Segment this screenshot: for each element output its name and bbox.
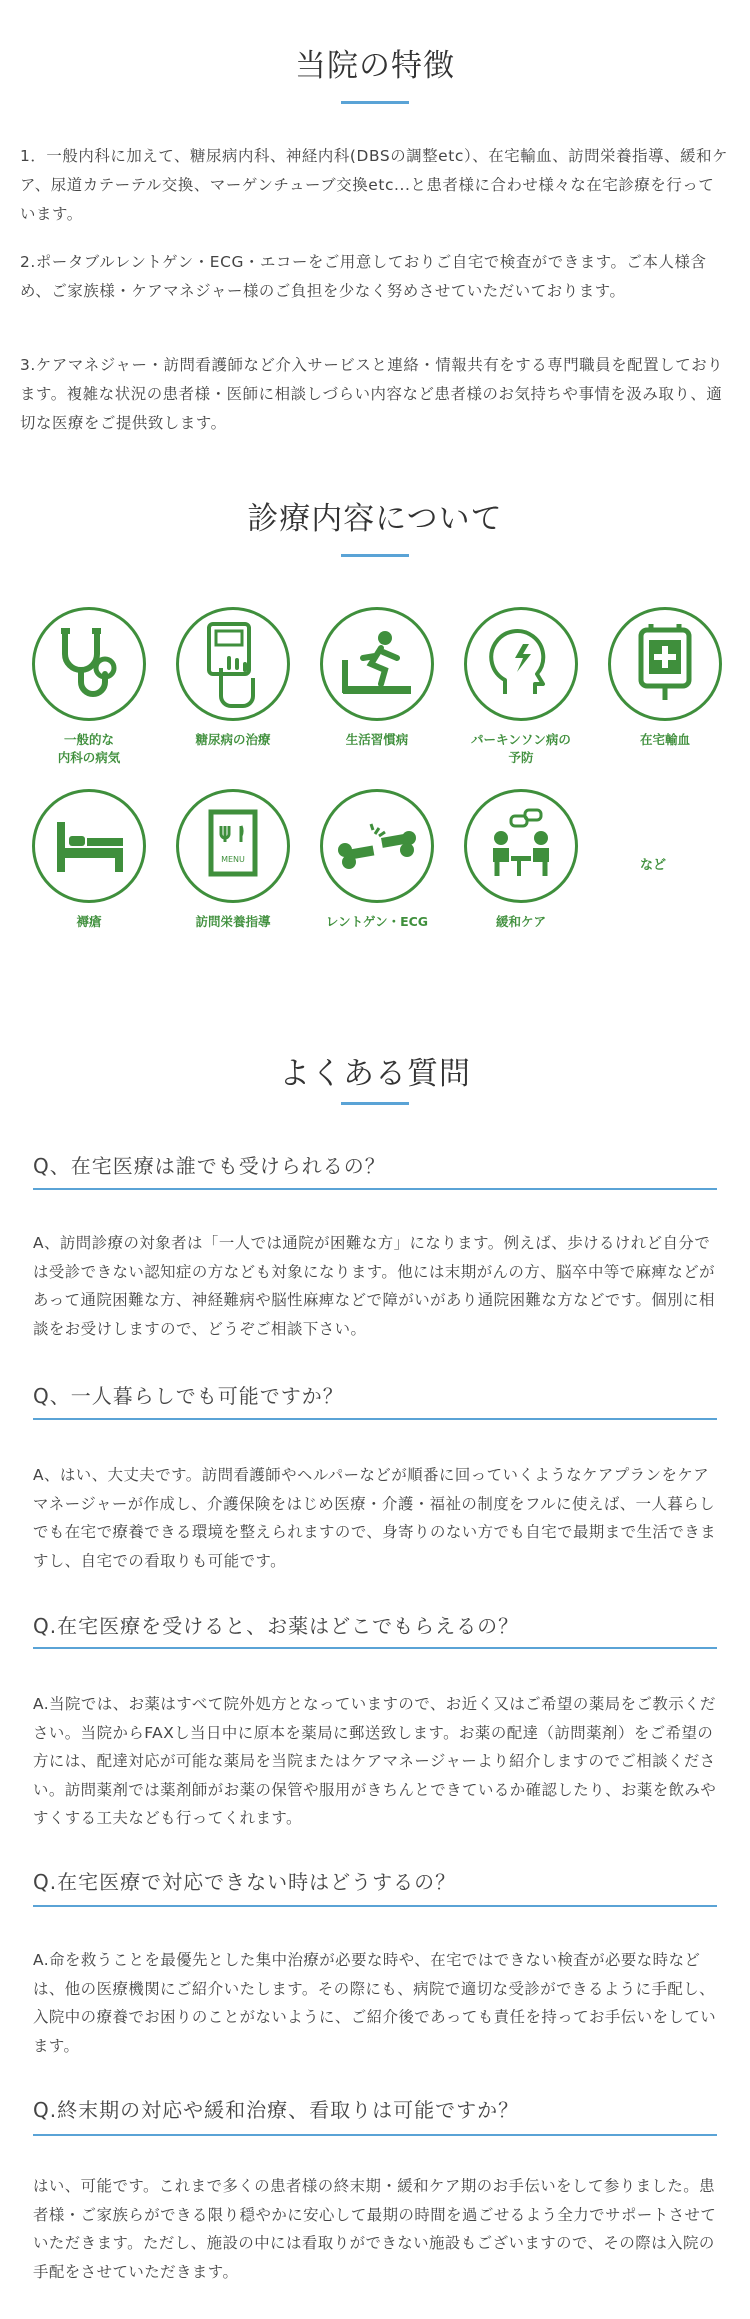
service-nutrition-guidance (173, 789, 293, 931)
features-title: 当院の特徴 (295, 48, 455, 84)
service-pressure-ulcer (29, 789, 149, 931)
stethoscope-icon (32, 607, 146, 721)
service-label: 緩和ケア (495, 914, 546, 929)
service-label: レントゲン・ECG (325, 914, 429, 929)
brain-head-icon (464, 607, 578, 721)
menu-book-icon (176, 789, 290, 903)
service-palliative-care (461, 789, 581, 931)
service-home-transfusion (605, 607, 725, 749)
service-label: 生活習慣病 (345, 732, 409, 747)
faq-answer-3: A.当院では、お薬はすべて院外処方となっていますので、お近く又はご希望の薬局をご教示ください。当院からFAXし当日中に原本を薬局に郵送致します。お薬の配達（訪問薬剤）をご希望の方には、配達対応が可能な薬局を当院またはケアマネージャーより紹介しますのでご相談ください。訪問薬剤では薬剤師がお薬の保管や服用がきちんとできているか確認したり、お薬を飲みやすくする工夫なども行ってくれます。 (33, 1695, 717, 1827)
services-title-rule (341, 554, 409, 557)
service-label: 在宅輸血 (639, 732, 690, 747)
faq-answer-1: A、訪問診療の対象者は「一人では通院が困難な方」になります。例えば、歩けるけれど自分では受診できない認知症の方なども対象になります。他には末期がんの方、脳卒中等で麻痺などがあって通院困難な方、神経難病や脳性麻痺などで障がいがあり通院困難な方などです。個別に相談をお受けしますので、どうぞご相談下さい。 (33, 1234, 716, 1338)
faq-rule-4 (33, 1905, 717, 1907)
service-diabetes (173, 607, 293, 749)
faq-title-rule (341, 1102, 409, 1105)
services-title: 診療内容について (247, 501, 503, 537)
broken-bone-icon (320, 789, 434, 903)
faq-question-1: Q、在宅医療は誰でも受けられるの？ (33, 1154, 386, 1178)
faq-title: よくある質問 (279, 1056, 471, 1092)
blood-bag-icon (608, 607, 722, 721)
faq-answer-5: はい、可能です。これまで多くの患者様の終末期・緩和ケア期のお手伝いをして参りました。患者様・ご家族らができる限り穏やかに安心して最期の時間を過ごせるよう全力でサポートさせていただきます。ただし、施設の中には看取りができない施設もございますので、その際は入院の手配をさせていただきます。 (33, 2177, 717, 2281)
service-label: 一般的な 内科の病気 (57, 732, 121, 765)
service-label: 訪問栄養指導 (195, 914, 271, 929)
svg-text:MENU: MENU (221, 855, 245, 864)
faq-question-5: Q.終末期の対応や緩和治療、看取りは可能ですか？ (33, 2098, 520, 2122)
service-internal-medicine (29, 607, 149, 767)
faq-rule-1 (33, 1188, 717, 1190)
features-title-rule (341, 101, 409, 104)
service-xray-ecg (317, 789, 437, 931)
glucose-meter-icon (176, 607, 290, 721)
faq-answer-2: A、はい、大丈夫です。訪問看護師やヘルパーなどが順番に回っていくようなケアプランをケアマネージャーが作成し、介護保険をはじめ医療・介護・福祉の制度をフルに使えば、一人暮らしでも在宅で療養できる環境を整えられますので、身寄りのない方でも自宅で最期まで生活できますし、自宅での看取りも可能です。 (33, 1466, 716, 1570)
service-label: 褥瘡 (76, 914, 102, 929)
service-parkinsons (461, 607, 581, 767)
faq-rule-2 (33, 1418, 717, 1420)
service-lifestyle-disease (317, 607, 437, 749)
consultation-icon (464, 789, 578, 903)
faq-question-3: Q.在宅医療を受けると、お薬はどこでもらえるの？ (33, 1614, 520, 1638)
faq-rule-5 (33, 2134, 717, 2136)
feature-item-2: 2.ポータブルレントゲン・ECG・エコーをご用意しておりご自宅で検査ができます。ご本人様含め、ご家族様・ケアマネジャー様のご負担を少なく努めさせていただいております。 (20, 253, 707, 300)
feature-item-1: 1．一般内科に加えて、糖尿病内科、神経内科(DBSの調整etc）、在宅輸血、訪問栄養指導、緩和ケア、尿道カテーテル交換、マーゲンチューブ交換etc...と患者様に合わせ様々な在宅診療を行っています。 (20, 147, 729, 223)
services-etc-label: など (640, 858, 667, 873)
faq-rule-3 (33, 1647, 717, 1649)
service-label: 糖尿病の治療 (195, 732, 271, 747)
faq-answer-4: A.命を救うことを最優先とした集中治療が必要な時や、在宅ではできない検査が必要な時などは、他の医療機関にご紹介いたします。その際にも、病院で適切な受診ができるように手配し、入院中の療養でお困りのことがないように、ご紹介後であっても責任を持ってお手伝いをしています。 (33, 1951, 717, 2055)
faq-question-2: Q、一人暮らしでも可能ですか？ (33, 1384, 344, 1408)
treadmill-icon (320, 607, 434, 721)
bed-icon (32, 789, 146, 903)
feature-item-3: 3.ケアマネジャー・訪問看護師など介入サービスと連絡・情報共有をする専門職員を配置しております。複雑な状況の患者様・医師に相談しづらい内容など患者様のお気持ちや事情を汲み取り、適切な医療をご提供致します。 (20, 356, 724, 432)
faq-question-4: Q.在宅医療で対応できない時はどうするの？ (33, 1870, 457, 1894)
service-label: パーキンソン病の 予防 (471, 732, 571, 765)
